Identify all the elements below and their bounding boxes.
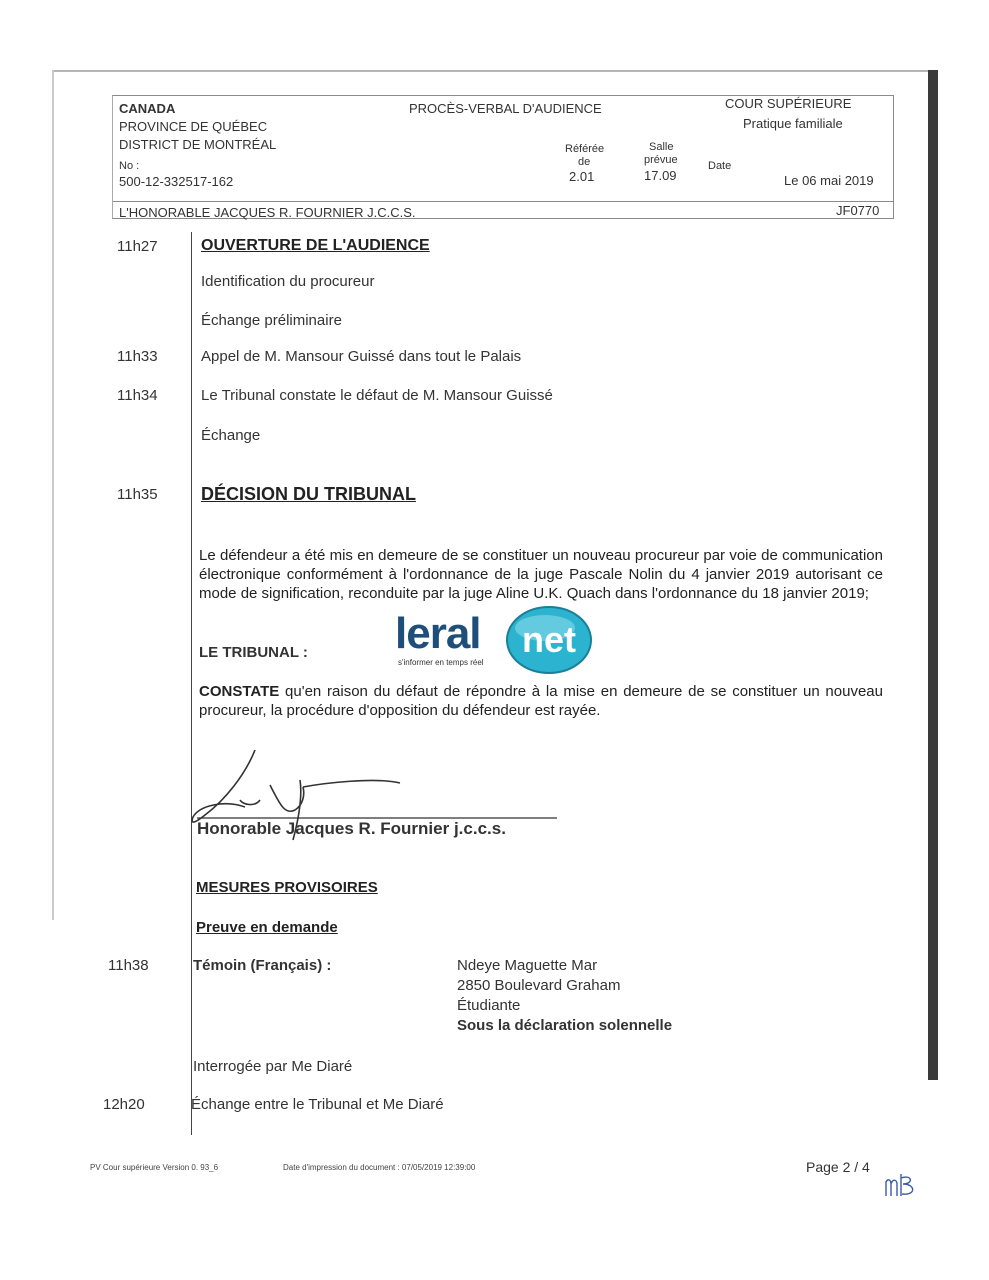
timeline-divider	[191, 232, 192, 1135]
case-number: 500-12-332517-162	[119, 174, 234, 189]
constate-text: qu'en raison du défaut de répondre à la mise en demeure de se constituer un nouveau procureur, la procédure d'opposition du défendeur est rayée.	[199, 683, 883, 719]
witness-address: 2850 Boulevard Graham	[457, 977, 621, 994]
entry-identification: Identification du procureur	[201, 273, 375, 290]
referee-value: 2.01	[569, 169, 595, 184]
witness-label: Témoin (Français) :	[193, 957, 332, 974]
footer-version: PV Cour supérieure Version 0. 93_6	[90, 1163, 219, 1172]
room-label-planned: prévue	[644, 154, 678, 166]
witness-name: Ndeye Maguette Mar	[457, 957, 598, 974]
country: CANADA	[119, 101, 176, 116]
logo-tagline: s'informer en temps réel	[398, 658, 484, 667]
court-chamber: Pratique familiale	[743, 116, 843, 131]
entry-questioned: Interrogée par Me Diaré	[193, 1058, 353, 1075]
document-header	[112, 95, 894, 219]
case-number-label: No :	[119, 160, 140, 172]
logo-brand: leral	[395, 609, 481, 658]
opening-heading: OUVERTURE DE L'AUDIENCE	[201, 237, 430, 254]
scan-edge-top	[52, 70, 932, 72]
footer-print-date: Date d'impression du document : 07/05/2019 12:39:00	[283, 1163, 476, 1172]
decision-heading: DÉCISION DU TRIBUNAL	[201, 484, 416, 504]
witness-oath: Sous la déclaration solennelle	[457, 1017, 673, 1034]
tribunal-label: LE TRIBUNAL :	[199, 644, 308, 661]
handwritten-initials	[882, 1170, 932, 1202]
entry-default: Le Tribunal constate le défaut de M. Mansour Guissé	[201, 387, 553, 404]
logo-badge: net	[522, 619, 576, 660]
decision-paragraph: Le défendeur a été mis en demeure de se constituer un nouveau procureur par voie de communication électronique conformément à l'ordonnance de la juge Pascale Nolin du 4 janvier 2019 autorisant ce mode de signification, reconduite par la juge Aline U.K. Quach dans l'ordonnance du 18 janvier 2019;	[199, 547, 883, 602]
entry-call: Appel de M. Mansour Guissé dans tout le Palais	[201, 348, 522, 365]
room-value: 17.09	[644, 168, 677, 183]
time-entry: 11h35	[117, 486, 158, 503]
constate-paragraph	[199, 682, 883, 720]
district: DISTRICT DE MONTRÉAL	[119, 137, 277, 152]
entry-preliminary: Échange préliminaire	[201, 312, 342, 329]
page-number: Page 2 / 4	[806, 1159, 870, 1175]
entry-final-exchange: Échange entre le Tribunal et Me Diaré	[191, 1096, 444, 1113]
scan-edge-right	[928, 70, 938, 1080]
time-entry: 11h38	[108, 957, 149, 974]
scan-edge-left	[52, 70, 54, 920]
entry-exchange: Échange	[201, 427, 261, 444]
provisional-measures-heading: MESURES PROVISOIRES	[196, 879, 378, 896]
leralnet-logo-icon	[395, 606, 595, 676]
time-entry: 11h27	[117, 238, 158, 255]
leralnet-watermark-logo	[395, 606, 595, 676]
constate-keyword: CONSTATE	[199, 683, 280, 700]
signature-name: Honorable Jacques R. Fournier j.c.c.s.	[197, 819, 506, 838]
header-divider	[113, 201, 893, 202]
hearing-date: Le 06 mai 2019	[784, 173, 874, 188]
time-entry: 11h34	[117, 387, 158, 404]
date-label: Date	[708, 160, 732, 172]
witness-occupation: Étudiante	[457, 997, 521, 1014]
court-name: COUR SUPÉRIEURE	[725, 96, 852, 111]
referee-label: Référée	[565, 143, 605, 155]
referee-label-de: de	[578, 156, 591, 168]
time-entry: 12h20	[103, 1096, 145, 1113]
province: PROVINCE DE QUÉBEC	[119, 119, 268, 134]
record-code: JF0770	[836, 203, 880, 218]
judge-line: L'HONORABLE JACQUES R. FOURNIER J.C.C.S.	[119, 205, 416, 220]
time-entry: 11h33	[117, 348, 158, 365]
evidence-heading: Preuve en demande	[196, 919, 338, 936]
document-title: PROCÈS-VERBAL D'AUDIENCE	[409, 101, 602, 116]
room-label: Salle	[649, 141, 674, 153]
